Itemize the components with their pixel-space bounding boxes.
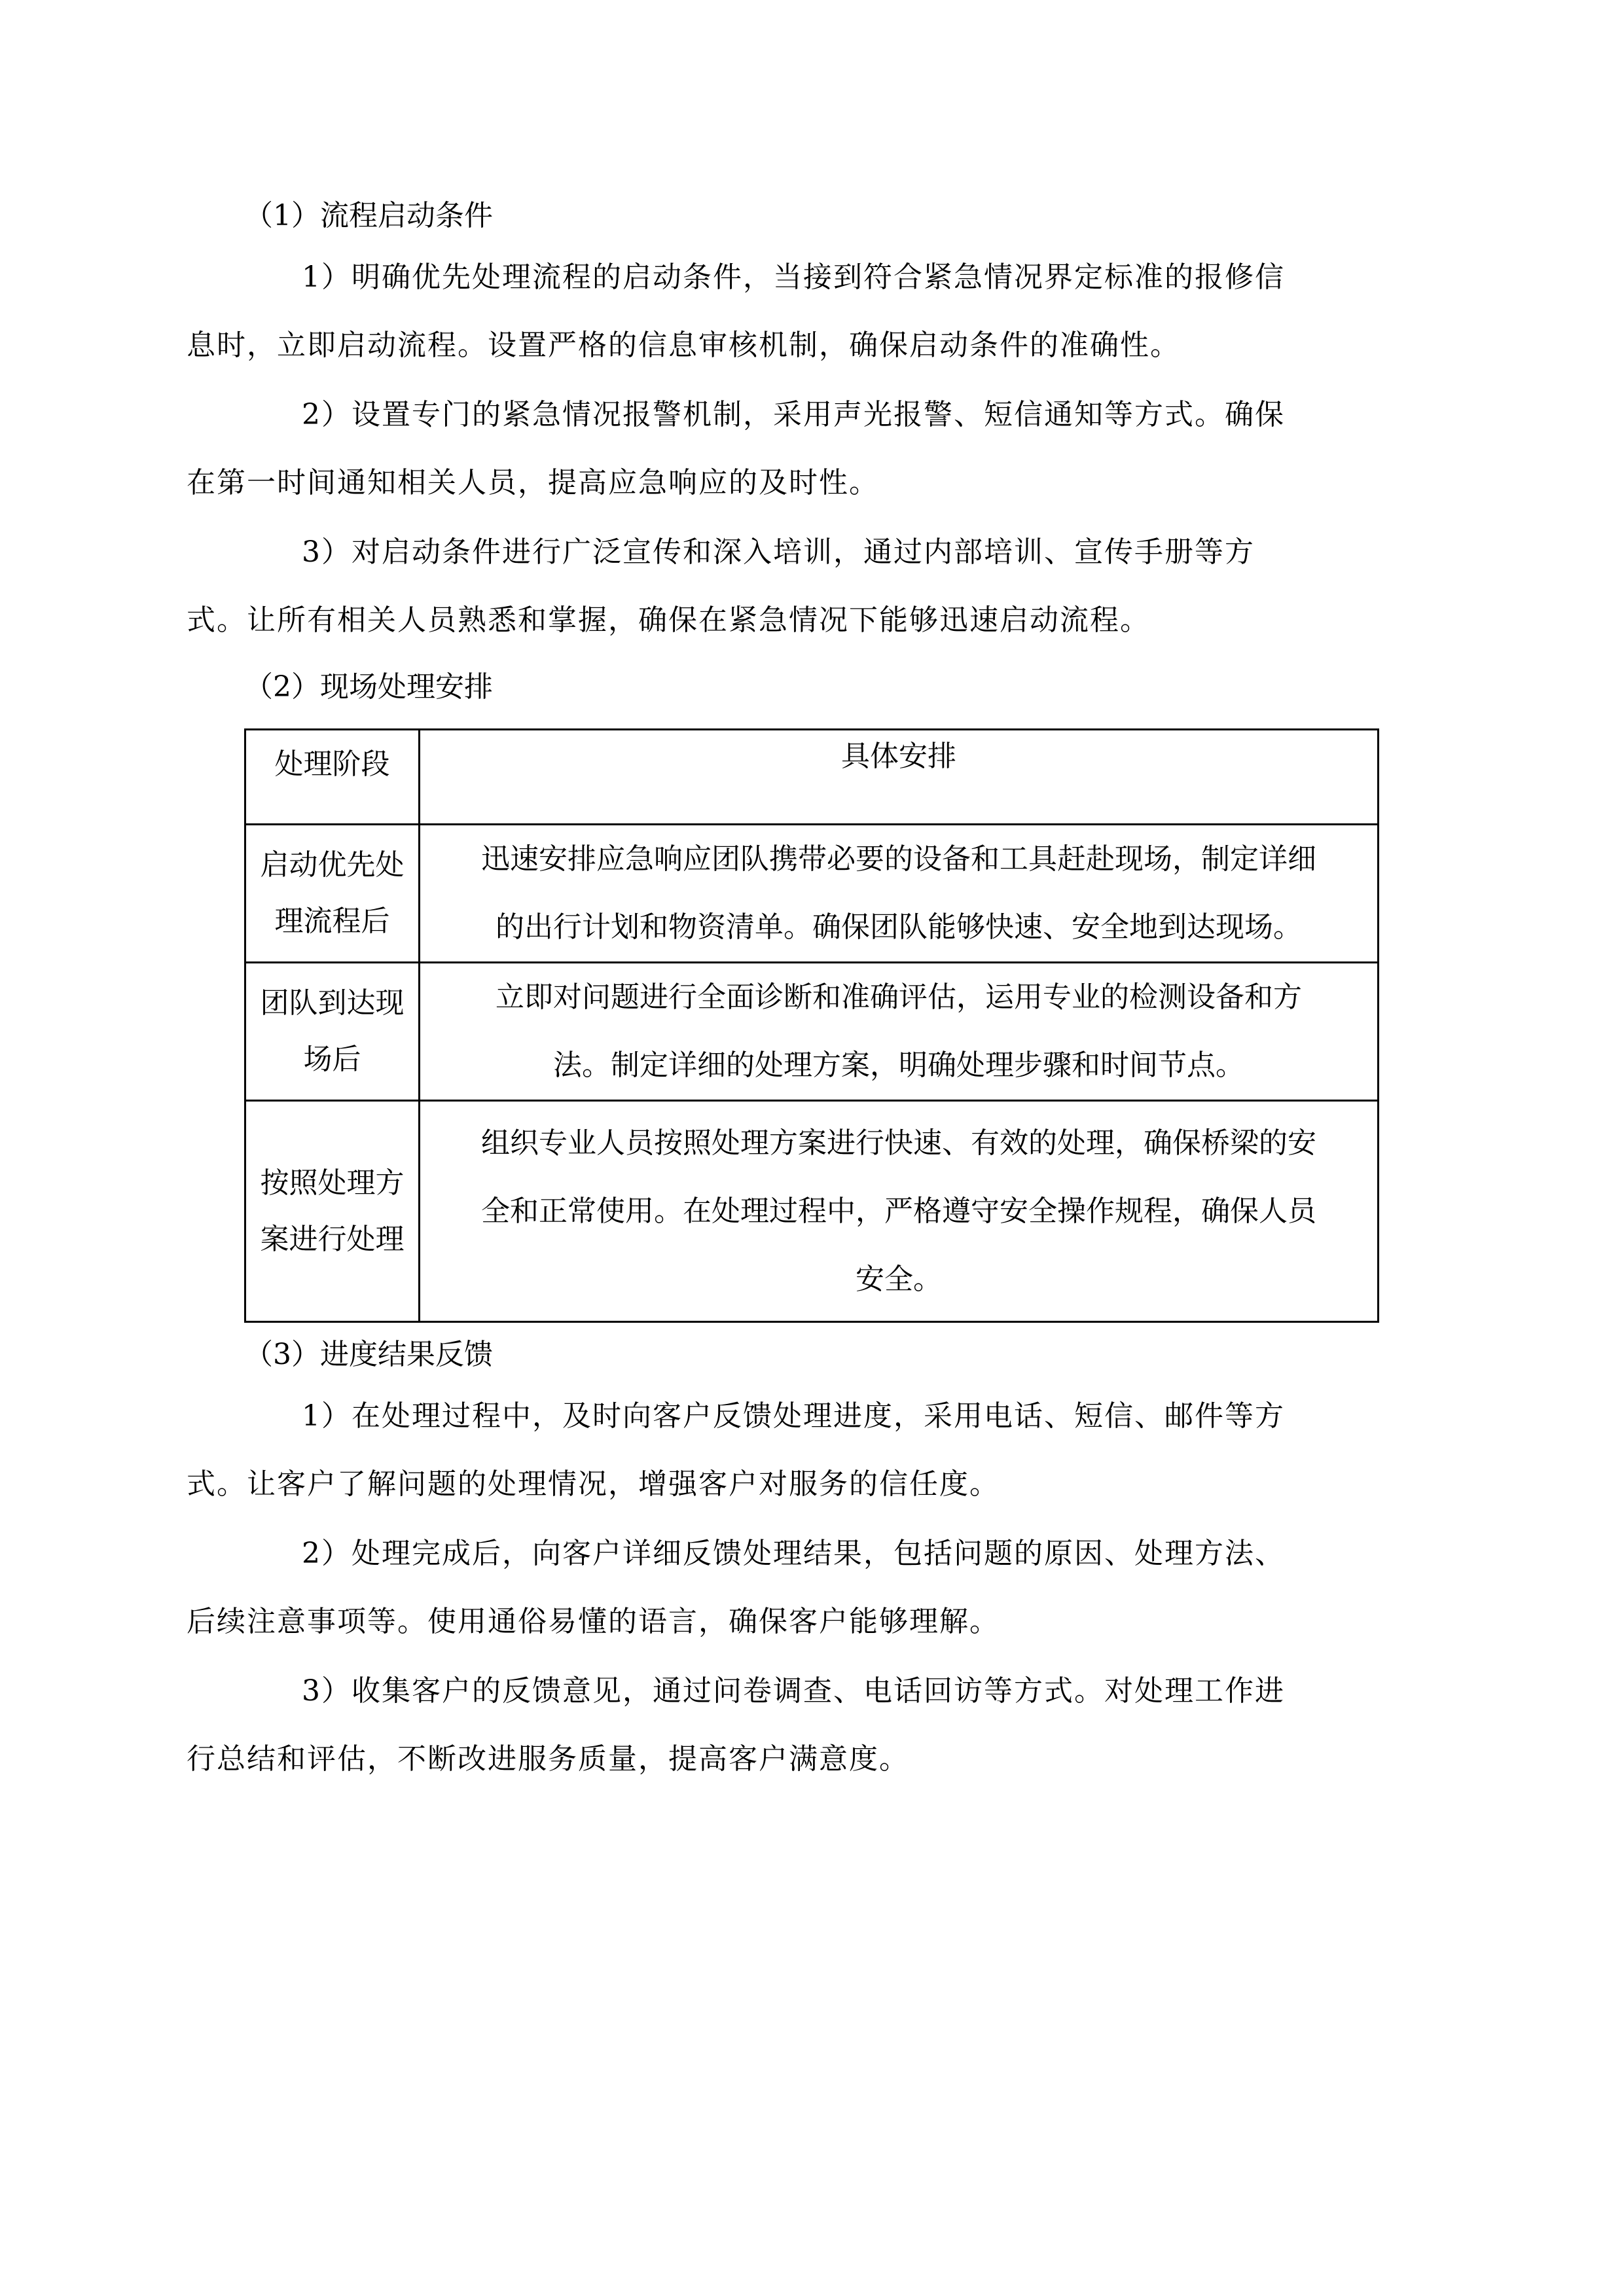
paragraph-line: 3）收集客户的反馈意见，通过问卷调查、电话回访等方式。对处理工作进	[302, 1674, 1285, 1708]
cell-line: 组织专业人员按照处理方案进行快速、有效的处理，确保桥梁的安	[481, 1126, 1316, 1160]
paragraph-start-condition-1	[187, 243, 1379, 380]
cell-line: 的出行计划和物资清单。确保团队能够快速、安全地到达现场。	[496, 910, 1302, 944]
table-cell-detail	[420, 1101, 1379, 1322]
cell-line: 启动优先处	[260, 848, 405, 882]
cell-line: 全和正常使用。在处理过程中，严格遵守安全操作规程，确保人员	[481, 1194, 1316, 1228]
table-row	[245, 963, 1379, 1101]
onsite-arrangement-table	[244, 728, 1379, 1323]
paragraph-start-condition-2	[187, 381, 1379, 517]
cell-line: 场后	[303, 1043, 361, 1076]
cell-line: 迅速安排应急响应团队携带必要的设备和工具赶赴现场，制定详细	[481, 842, 1316, 876]
paragraph-line: 1）在处理过程中，及时向客户反馈处理进度，采用电话、短信、邮件等方	[302, 1399, 1285, 1433]
paragraph-line: 行总结和评估，不断改进服务质量，提高客户满意度。	[187, 1742, 909, 1776]
table-cell-stage	[245, 1101, 420, 1322]
table-cell-stage	[245, 825, 420, 963]
table-cell-detail	[420, 963, 1379, 1101]
section-heading-progress-feedback: （3）进度结果反馈	[244, 1338, 493, 1371]
section-heading-start-conditions: （1）流程启动条件	[244, 199, 493, 232]
paragraph-line: 3）对启动条件进行广泛宣传和深入培训，通过内部培训、宣传手册等方	[302, 535, 1255, 569]
paragraph-line: 2）设置专门的紧急情况报警机制，采用声光报警、短信通知等方式。确保	[302, 398, 1285, 431]
table-header-row	[245, 730, 1379, 825]
paragraph-line: 1）明确优先处理流程的启动条件，当接到符合紧急情况界定标准的报修信	[302, 260, 1285, 294]
table-header-detail: 具体安排	[420, 730, 1379, 825]
paragraph-line: 后续注意事项等。使用通俗易懂的语言，确保客户能够理解。	[187, 1605, 1000, 1638]
paragraph-line: 式。让客户了解问题的处理情况，增强客户对服务的信任度。	[187, 1467, 1000, 1501]
table-row	[245, 1101, 1379, 1322]
paragraph-feedback-3	[187, 1657, 1379, 1793]
paragraph-line: 式。让所有相关人员熟悉和掌握，确保在紧急情况下能够迅速启动流程。	[187, 603, 1150, 637]
paragraph-line: 息时，立即启动流程。设置严格的信息审核机制，确保启动条件的准确性。	[187, 329, 1180, 362]
cell-line: 案进行处理	[260, 1222, 405, 1256]
table-header-stage: 处理阶段	[245, 730, 420, 825]
table-cell-stage	[245, 963, 420, 1101]
table-cell-detail	[420, 825, 1379, 963]
section-heading-onsite-arrangement: （2）现场处理安排	[244, 670, 493, 704]
table-row	[245, 825, 1379, 963]
cell-line: 团队到达现	[260, 986, 405, 1020]
paragraph-start-condition-3	[187, 518, 1379, 655]
cell-line: 安全。	[856, 1262, 942, 1296]
cell-line: 法。制定详细的处理方案，明确处理步骤和时间节点。	[553, 1049, 1244, 1082]
cell-line: 理流程后	[274, 905, 390, 938]
paragraph-line: 2）处理完成后，向客户详细反馈处理结果，包括问题的原因、处理方法、	[302, 1537, 1285, 1570]
paragraph-feedback-2	[187, 1520, 1379, 1656]
cell-line: 按照处理方	[260, 1166, 405, 1200]
paragraph-line: 在第一时间通知相关人员，提高应急响应的及时性。	[187, 466, 879, 499]
paragraph-feedback-1	[187, 1382, 1379, 1518]
cell-line: 立即对问题进行全面诊断和准确评估，运用专业的检测设备和方	[496, 980, 1302, 1014]
